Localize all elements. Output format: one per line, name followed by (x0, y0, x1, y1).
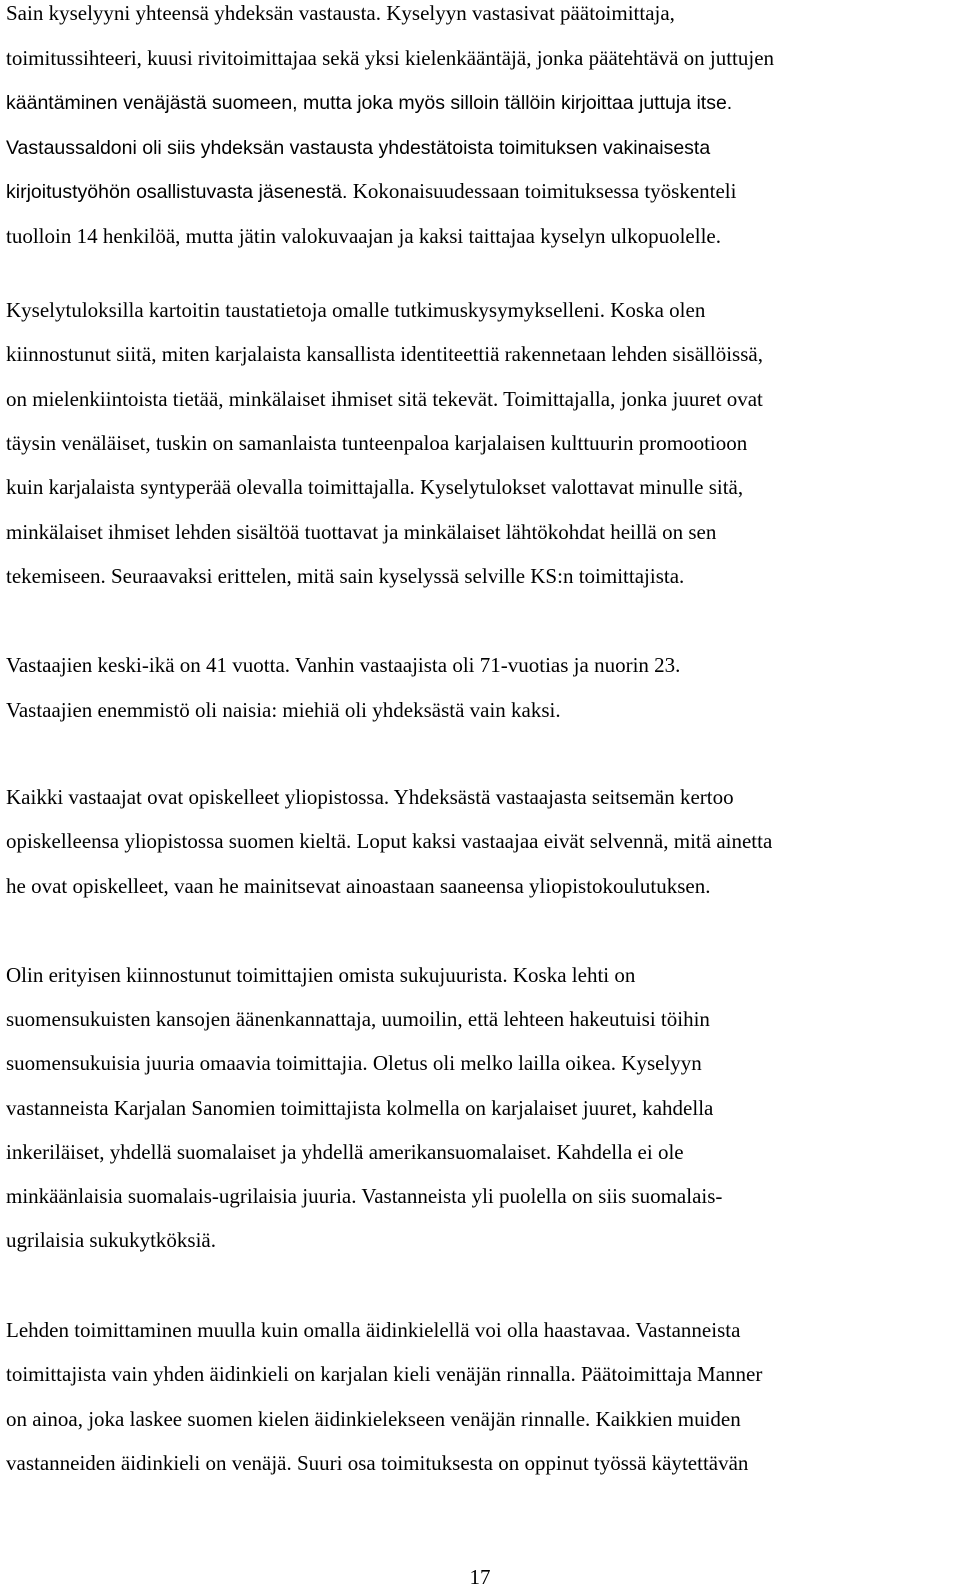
text-line (6, 475, 743, 499)
text-line (6, 874, 710, 898)
text-line (6, 1051, 702, 1075)
text-line (6, 46, 774, 70)
text-segment: Kaikki vastaajat ovat opiskelleet yliopistossa. Yhdeksästä vastaajasta seitsemän kertoo (6, 785, 734, 809)
text-segment: Koska olen (605, 298, 706, 322)
text-line (6, 963, 635, 987)
text-segment: kuin karjalaista syntyperää olevalla toimittajalla. Kyselytulokset valottavat minulle sitä, (6, 475, 744, 500)
text-line (6, 387, 763, 411)
text-line (6, 1228, 216, 1252)
text-line (6, 179, 736, 204)
text-segment: vastanneiden äidinkieli on venäjä. Suuri osa toimituksesta on oppinut työssä käytettävän (6, 1450, 749, 1475)
text-segment: inkeriläiset, yhdellä suomalaiset ja yhdellä amerikansuomalaiset. Kahdella ei ole (6, 1139, 684, 1164)
text-segment: tuolloin 14 henkilöä, mutta jätin valokuvaajan ja kaksi taittajaa kyselyn ulkopuolelle. (6, 223, 721, 248)
text-segment: he ovat opiskelleet, vaan he mainitsevat ainoastaan saaneensa yliopistokoulutuksen. (6, 873, 711, 898)
text-line (6, 1318, 740, 1342)
page-number: 17 (469, 1565, 491, 1589)
text-segment: vastanneista Karjalan Sanomien toimittajista kolmella on karjalaiset juuret, kahdella (6, 1095, 714, 1120)
text-segment: täysin venäläiset, tuskin on samanlaista tunteenpaloa karjalaisen kulttuurin promootioon (6, 430, 748, 455)
text-segment: Vastaussaldoni oli siis yhdeksän vastausta yhdestätoista toimituksen vakinaisesta (6, 136, 711, 159)
text-segment: toimittajista vain yhden äidinkieli on karjalan kieli venäjän rinnalla. Päätoimittaja Manner (6, 1362, 763, 1387)
text-segment: Olin erityisen kiinnostunut toimittajien omista sukujuurista. Koska lehti on (6, 963, 636, 987)
text-segment: suomensukuisten kansojen äänenkannattaja, uumoilin, että lehteen hakeutuisi töihin (6, 1007, 710, 1032)
text-line (6, 224, 721, 248)
text-line (6, 342, 763, 366)
text-line (6, 1407, 741, 1431)
text-segment: Sain kyselyyni yhteensä yhdeksän vastausta. Kyselyyn vastasivat päätoimittaja, (6, 1, 675, 25)
text-segment: ugrilaisia sukukytköksiä. (6, 1228, 216, 1253)
text-segment: opiskelleensa yliopistossa suomen kieltä. Loput kaksi vastaajaa eivät selvennä, mitä ainetta (6, 829, 773, 854)
text-segment: kääntäminen venäjästä suomeen, mutta joka myös silloin tällöin kirjoittaa juttuja itse. (6, 92, 733, 114)
text-segment: toimitussihteeri, kuusi rivitoimittajaa sekä yksi kielenkääntäjä, jonka päätehtävä on juttujen (6, 45, 775, 70)
text-segment: Vastaajien enemmistö oli naisia: miehiä oli yhdeksästä vain kaksi. (6, 697, 561, 722)
text-line (6, 1096, 713, 1120)
text-line (6, 1451, 748, 1475)
text-line (6, 564, 684, 588)
text-segment: Vastaajien keski-ikä on 41 vuotta. Vanhin vastaajista oli 71-vuotias ja nuorin 23. (6, 653, 681, 677)
text-line (6, 1140, 684, 1164)
text-segment: tekemiseen. Seuraavaksi erittelen, mitä sain kyselyssä selville KS:n toimittajista. (6, 563, 685, 588)
text-line (6, 1, 675, 25)
text-line (6, 431, 747, 455)
text-segment: on mielenkiintoista tietää, minkälaiset ihmiset sitä tekevät. Toimittajalla, jonka juuret ovat (6, 386, 763, 411)
text-line (6, 785, 734, 809)
text-line (6, 1362, 762, 1386)
text-segment: on ainoa, joka laskee suomen kielen äidinkielekseen venäjän rinnalle. Kaikkien muiden (6, 1406, 741, 1431)
text-line (6, 653, 680, 677)
text-segment: minkäänlaisia suomalais-ugrilaisia juuria. Vastanneista yli puolella on siis suomalais- (6, 1184, 723, 1208)
text-segment: kirjoitustyöhön osallistuvasta jäsenestä. (6, 181, 348, 203)
text-segment: Kokonaisuudessaan toimituksessa työskenteli (347, 179, 737, 203)
text-line (6, 298, 705, 322)
text-segment: Lehden toimittaminen muulla kuin omalla äidinkielellä voi olla haastavaa. Vastanneista (6, 1318, 741, 1342)
text-line (6, 1184, 722, 1208)
text-line (6, 135, 710, 160)
text-line (6, 520, 716, 544)
text-segment: kiinnostunut siitä, miten karjalaista kansallista identiteettiä rakennetaan lehden sisällöissä, (6, 342, 763, 367)
text-line (6, 90, 732, 115)
text-line (6, 698, 561, 722)
text-segment: suomensukuisia juuria omaavia toimittajia. Oletus oli melko lailla oikea. Kyselyyn (6, 1051, 702, 1076)
text-line (6, 1007, 710, 1031)
text-segment: minkälaiset ihmiset lehden sisältöä tuottavat ja minkälaiset lähtökohdat heillä on sen (6, 519, 717, 544)
text-segment: Kyselytuloksilla kartoitin taustatietoja omalle tutkimuskysymykselleni. (6, 298, 606, 322)
text-line (6, 829, 772, 853)
